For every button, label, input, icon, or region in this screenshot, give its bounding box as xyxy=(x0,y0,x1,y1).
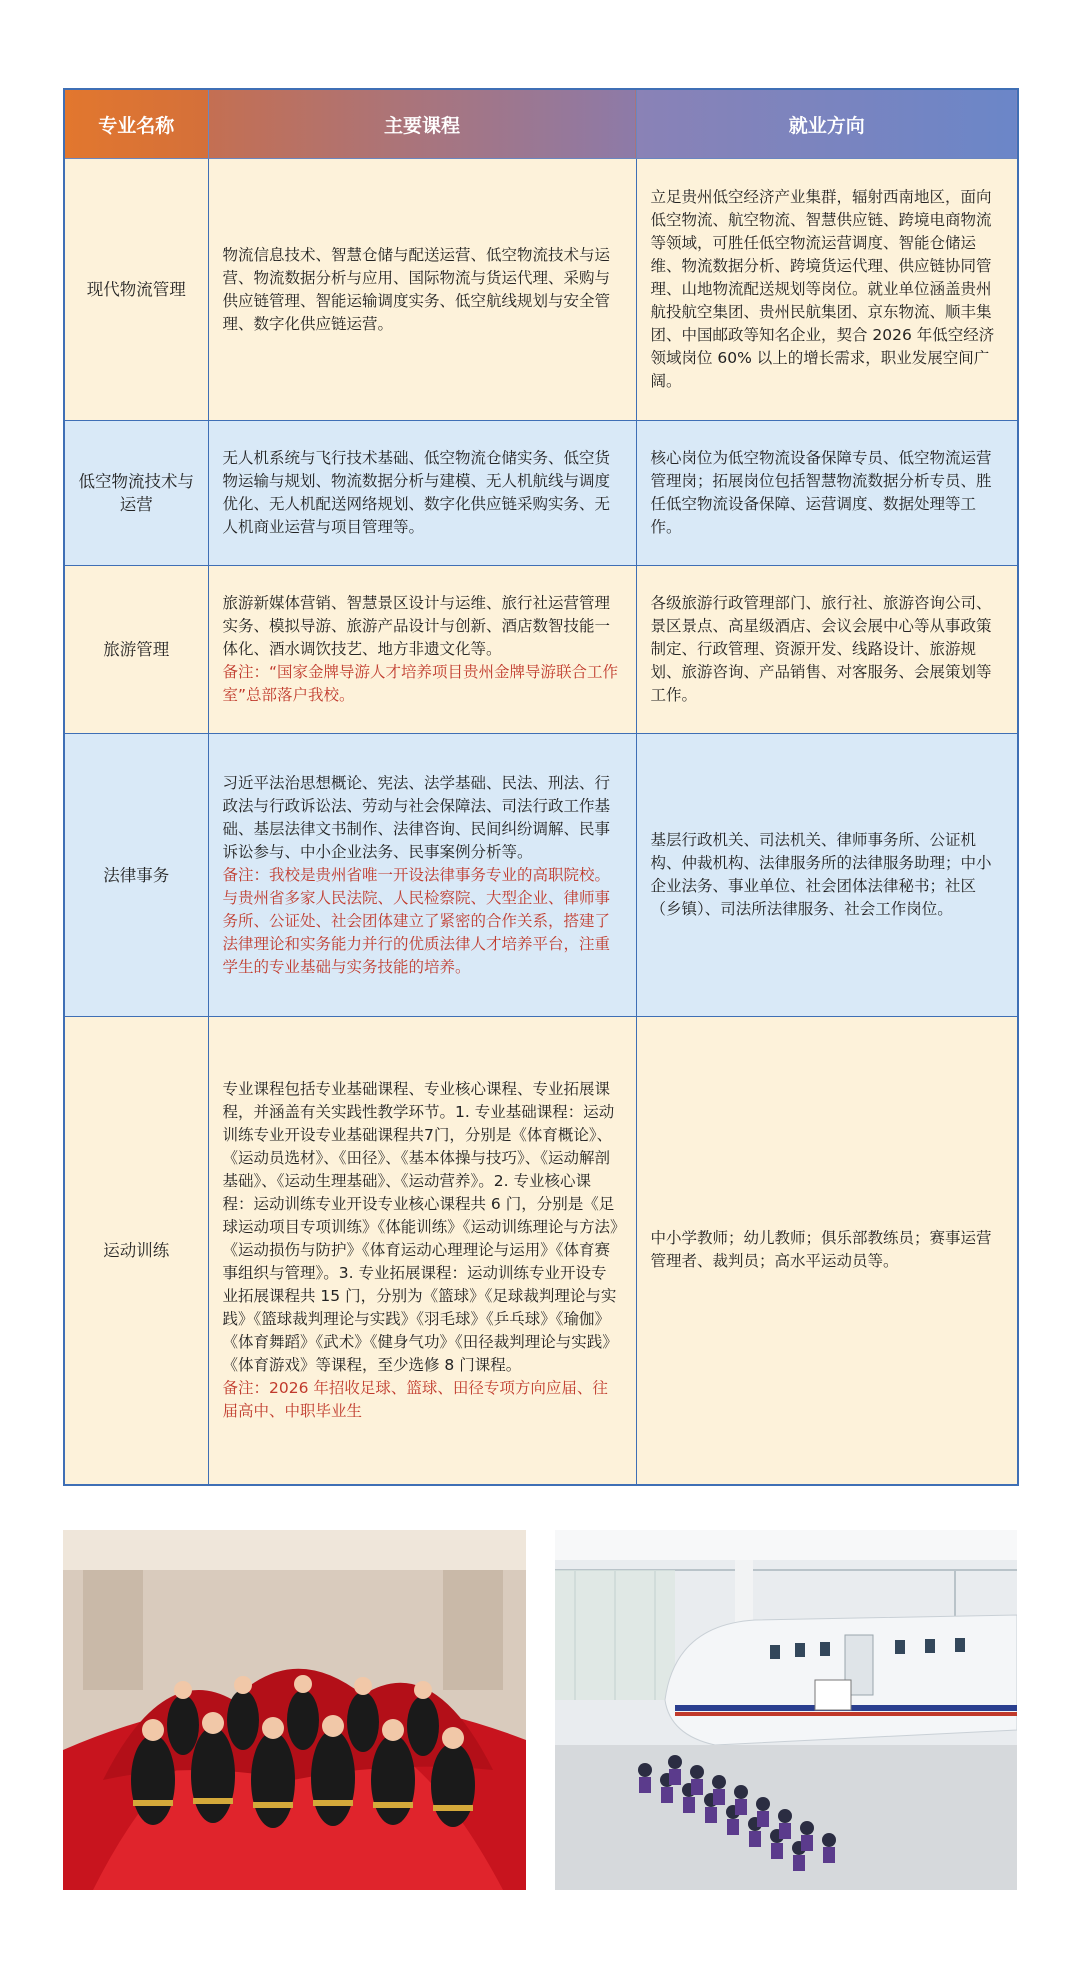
course-note: 备注：2026 年招收足球、篮球、田径专项方向应届、往届高中、中职毕业生 xyxy=(222,1378,608,1420)
table-row xyxy=(64,1017,1018,1485)
majors-table-container xyxy=(63,88,1017,1486)
major-careers: 各级旅游行政管理部门、旅行社、旅游咨询公司、景区景点、高星级酒店、会议会展中心等从事政策制定、行政管理、资源开发、线路设计、旅游规划、旅游咨询、产品销售、对客服务、会展策划等工作。 xyxy=(636,566,1018,734)
majors-table xyxy=(63,88,1019,1486)
courses-text: 专业课程包括专业基础课程、专业核心课程、专业拓展课程，并涵盖有关实践性教学环节。1. 专业基础课程：运动训练专业开设专业基础课程共7门，分别是《体育概论》、《运动员选材》、《田径》、《基本体操与技巧》、《运动解剖基础》、《运动生理基础》、《运动营养》。2. 专业核心课程：运动训练专业开设专业核心课程共 6 门，分别是《足球运动项目专项训练》《体能训练》《运动训练理论与方法》《运动损伤与防护》《体育运动心理理论与运用》《体育赛事组织与管理》。3. 专业拓展课程：运动训练专业开设专业拓展课程共 15 门，分别为《篮球》《足球裁判理论与实践》《篮球裁判理论与实践》《羽毛球》《乒乓球》《瑜伽》《体育舞蹈》《武术》《健身气功》《田径裁判理论与实践》《体育游戏》等课程，至少选修 8 门课程。 xyxy=(222,1079,618,1374)
major-careers: 立足贵州低空经济产业集群，辐射西南地区，面向低空物流、航空物流、智慧供应链、跨境电商物流等领域，可胜任低空物流运营调度、智能仓储运维、物流数据分析、跨境货运代理、供应链协同管理、山地物流配送规划等岗位。就业单位涵盖贵州航投航空集团、贵州民航集团、京东物流、顺丰集团、中国邮政等知名企业，契合 2026 年低空经济领域岗位 60% 以上的增长需求，职业发展空间广阔。 xyxy=(636,159,1018,421)
courses-text: 习近平法治思想概论、宪法、法学基础、民法、刑法、行政法与行政诉讼法、劳动与社会保障法、司法行政工作基础、基层法律文书制作、法律咨询、民间纠纷调解、民事诉讼参与、中小企业法务、民事案例分析等。 xyxy=(222,773,611,861)
major-courses xyxy=(208,566,636,734)
aviation-training-photo xyxy=(555,1530,1017,1890)
header-major-name: 专业名称 xyxy=(64,89,208,159)
courses-text: 无人机系统与飞行技术基础、低空物流仓储实务、低空货物运输与规划、物流数据分析与建模、无人机航线与调度优化、无人机配送网络规划、数字化供应链采购实务、无人机商业运营与项目管理等。 xyxy=(222,449,611,536)
dance-performance-photo xyxy=(63,1530,526,1890)
header-career-direction: 就业方向 xyxy=(636,89,1018,159)
table-row xyxy=(64,159,1018,421)
course-note: 备注：我校是贵州省唯一开设法律事务专业的高职院校。与贵州省多家人民法院、人民检察院、大型企业、律师事务所、公证处、社会团体建立了紧密的合作关系，搭建了法律理论和实务能力并行的优质法律人才培养平台，注重学生的专业基础与实务技能的培养。 xyxy=(222,865,611,976)
major-courses xyxy=(208,734,636,1017)
major-courses xyxy=(208,159,636,421)
major-name: 旅游管理 xyxy=(64,566,208,734)
course-note: 备注：“国家金牌导游人才培养项目贵州金牌导游联合工作室”总部落户我校。 xyxy=(222,663,619,704)
major-courses xyxy=(208,421,636,566)
major-name: 运动训练 xyxy=(64,1017,208,1485)
table-row xyxy=(64,421,1018,566)
courses-text: 旅游新媒体营销、智慧景区设计与运维、旅行社运营管理实务、模拟导游、旅游产品设计与创新、酒店数智技能一体化、酒水调饮技艺、地方非遗文化等。 xyxy=(222,594,611,658)
courses-text: 物流信息技术、智慧仓储与配送运营、低空物流技术与运营、物流数据分析与应用、国际物流与货运代理、采购与供应链管理、智能运输调度实务、低空航线规划与安全管理、数字化供应链运营。 xyxy=(222,245,611,333)
header-main-courses: 主要课程 xyxy=(208,89,636,159)
major-careers: 中小学教师；幼儿教师；俱乐部教练员；赛事运营管理者、裁判员；高水平运动员等。 xyxy=(636,1017,1018,1485)
table-header-row xyxy=(64,89,1018,159)
major-courses xyxy=(208,1017,636,1485)
major-careers: 核心岗位为低空物流设备保障专员、低空物流运营管理岗；拓展岗位包括智慧物流数据分析专员、胜任低空物流设备保障、运营调度、数据处理等工作。 xyxy=(636,421,1018,566)
major-name: 现代物流管理 xyxy=(64,159,208,421)
major-name: 低空物流技术与运营 xyxy=(64,421,208,566)
table-row xyxy=(64,734,1018,1017)
major-name: 法律事务 xyxy=(64,734,208,1017)
major-careers: 基层行政机关、司法机关、律师事务所、公证机构、仲裁机构、法律服务所的法律服务助理；中小企业法务、事业单位、社会团体法律秘书；社区（乡镇）、司法所法律服务、社会工作岗位。 xyxy=(636,734,1018,1017)
table-row xyxy=(64,566,1018,734)
